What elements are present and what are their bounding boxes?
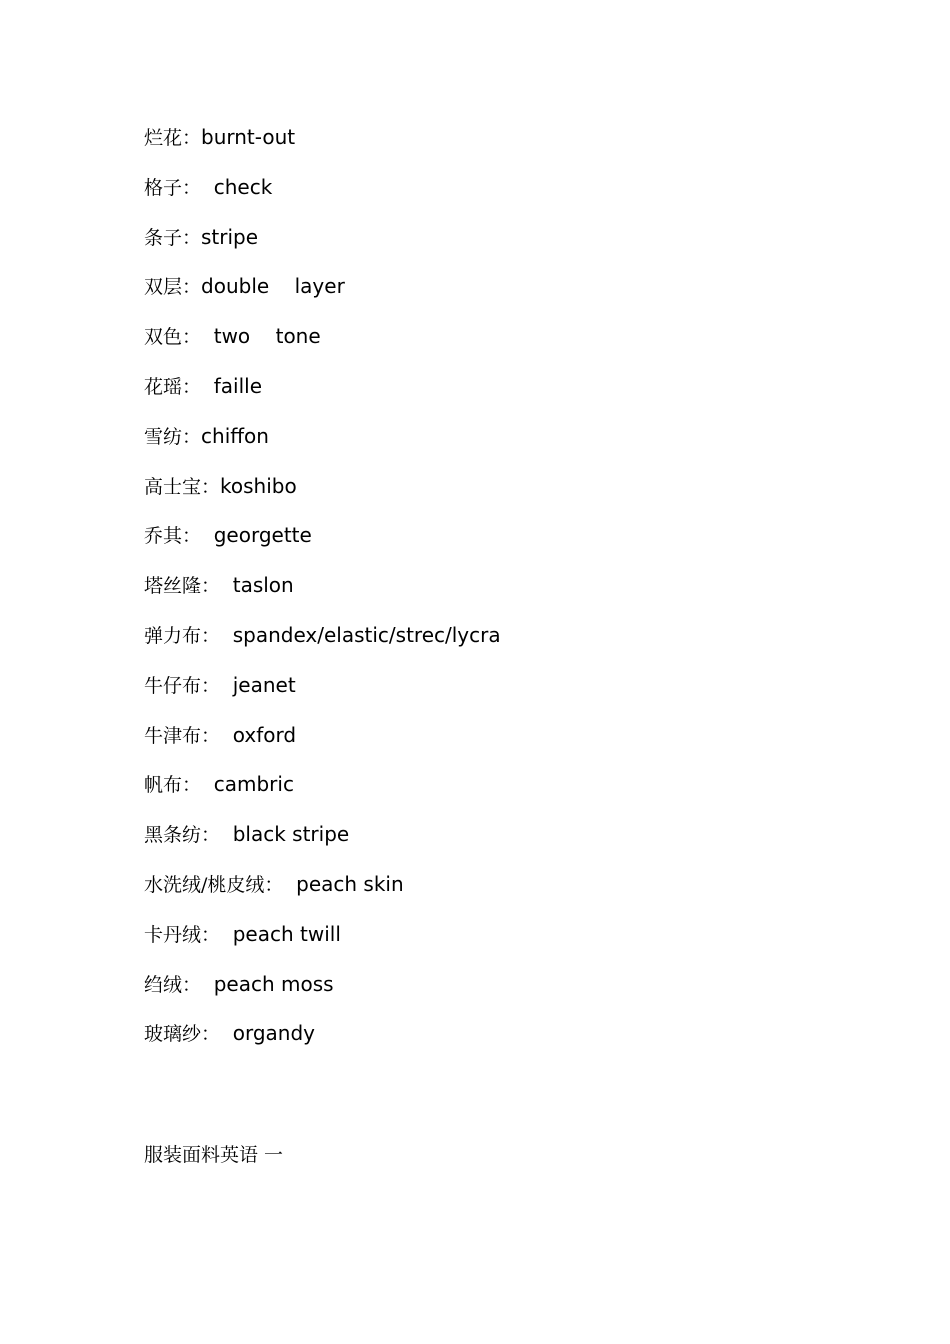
chinese-term: 条子： <box>144 226 202 249</box>
glossary-entry <box>144 869 501 919</box>
english-term: faille <box>201 373 263 398</box>
glossary-entry <box>144 471 501 521</box>
chinese-term: 弹力布： <box>144 624 221 647</box>
english-term: organdy <box>220 1021 315 1046</box>
chinese-term: 花瑶： <box>144 375 202 398</box>
chinese-term: 高士宝： <box>144 475 221 498</box>
glossary-entry <box>144 620 501 670</box>
english-term: peach skin <box>283 871 404 896</box>
english-term: oxford <box>220 722 297 747</box>
english-term: peach twill <box>220 921 341 946</box>
chinese-term: 玻璃纱： <box>144 1023 221 1046</box>
chinese-term: 帆布： <box>144 774 202 797</box>
chinese-term: 牛仔布： <box>144 674 221 697</box>
chinese-term: 雪纺： <box>144 425 202 448</box>
english-term: spandex/elastic/strec/lycra <box>220 622 501 647</box>
glossary-entry <box>144 520 501 570</box>
glossary-entry <box>144 769 501 819</box>
chinese-term: 乔其： <box>144 525 202 548</box>
chinese-term: 双层： <box>144 276 202 299</box>
chinese-term: 水洗绒/桃皮绒： <box>144 873 284 896</box>
chinese-term: 绉绒： <box>144 973 202 996</box>
english-term: two tone <box>201 324 321 349</box>
english-term: black stripe <box>220 822 350 847</box>
glossary-entry <box>144 271 501 321</box>
section-heading: 服装面料英语 一 <box>144 1144 284 1166</box>
chinese-term: 塔丝隆： <box>144 575 221 598</box>
glossary-entry <box>144 670 501 720</box>
glossary-entry <box>144 720 501 770</box>
chinese-term: 双色： <box>144 326 202 349</box>
english-term: double layer <box>201 274 345 299</box>
glossary-entry <box>144 371 501 421</box>
english-term: koshibo <box>220 473 297 498</box>
glossary-entry <box>144 421 501 471</box>
chinese-term: 牛津布： <box>144 724 221 747</box>
glossary-entry <box>144 222 501 272</box>
glossary-entry <box>144 172 501 222</box>
english-term: chiffon <box>201 423 269 448</box>
english-term: stripe <box>201 224 259 249</box>
english-term: peach moss <box>201 971 334 996</box>
english-term: georgette <box>201 523 312 548</box>
chinese-term: 烂花： <box>144 127 202 149</box>
english-term: check <box>201 174 273 199</box>
chinese-term: 卡丹绒： <box>144 923 221 946</box>
glossary-entry <box>144 969 501 1019</box>
chinese-term: 格子： <box>144 176 202 199</box>
glossary-entry <box>144 1018 501 1068</box>
fabric-glossary-list <box>144 122 501 1068</box>
english-term: taslon <box>220 573 294 598</box>
chinese-term: 黑条纺： <box>144 824 221 847</box>
glossary-entry <box>144 122 501 172</box>
glossary-entry <box>144 570 501 620</box>
english-term: burnt-out <box>201 125 296 149</box>
glossary-entry <box>144 919 501 969</box>
glossary-entry <box>144 321 501 371</box>
english-term: jeanet <box>220 672 296 697</box>
glossary-entry <box>144 819 501 869</box>
english-term: cambric <box>201 772 294 797</box>
